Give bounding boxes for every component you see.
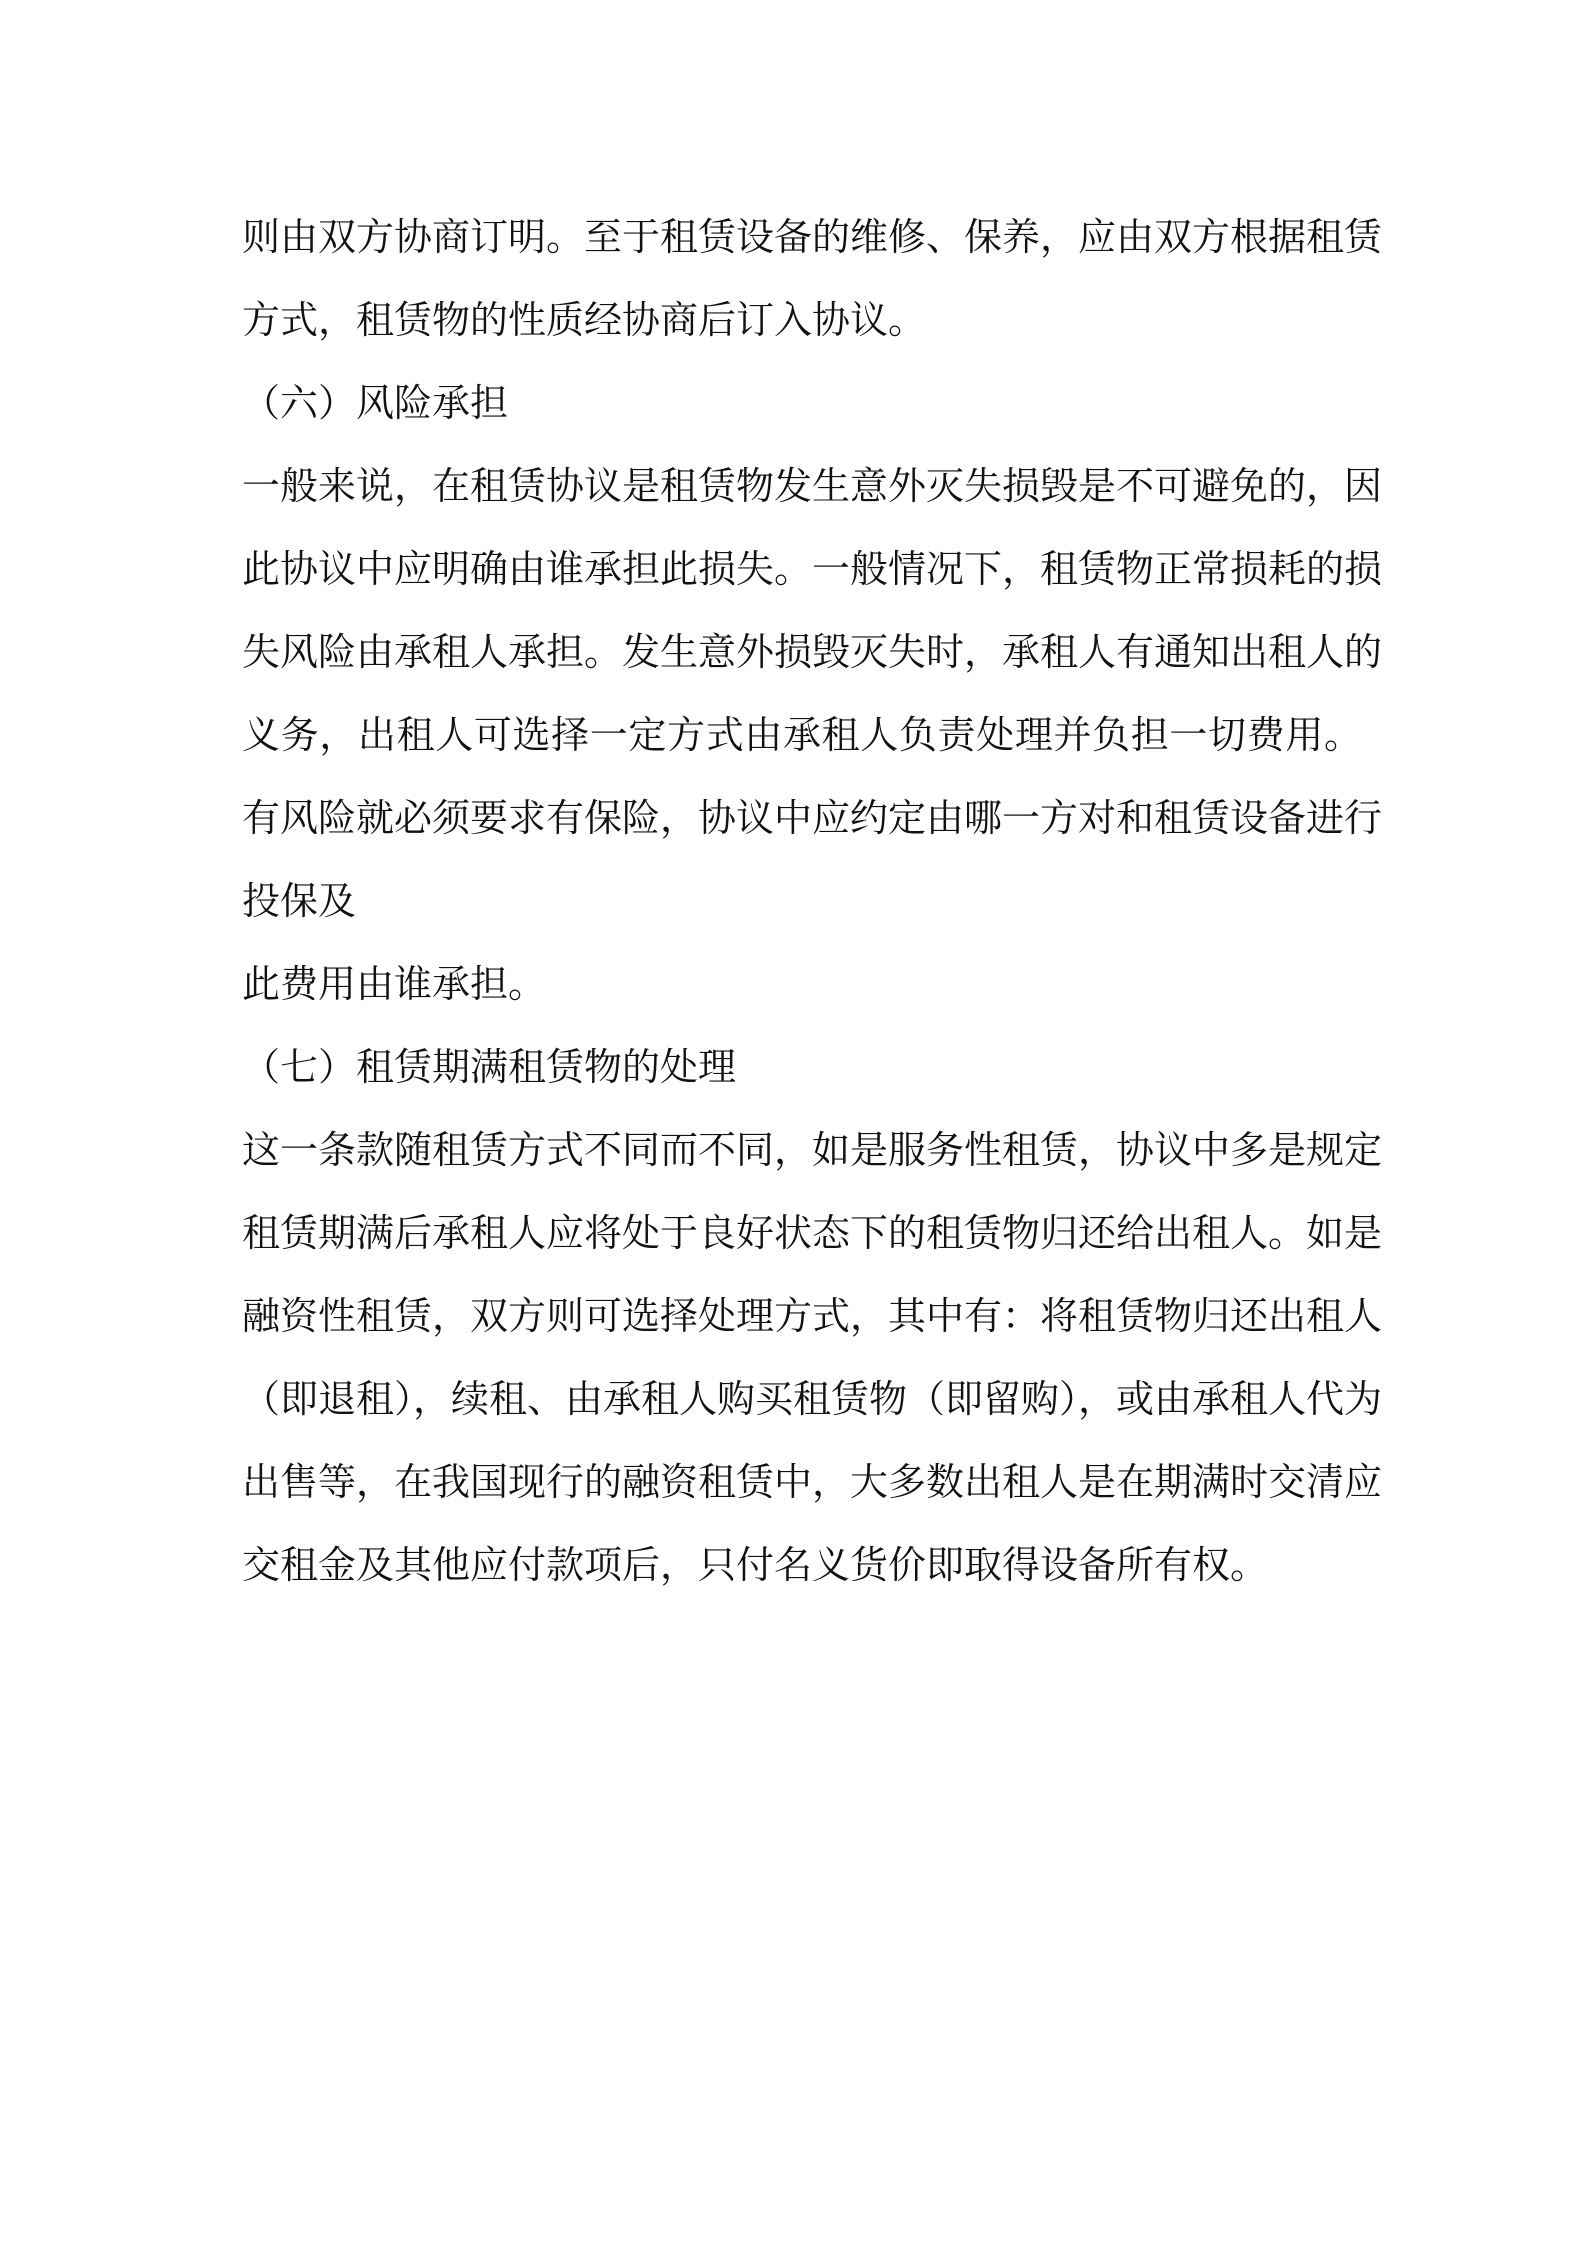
paragraph-line: 则由双方协商订明。至于租赁设备的维修、保养，应由双方根据租赁 <box>242 215 1383 259</box>
paragraph-line: 失风险由承租人承担。发生意外损毁灭失时，承租人有通知出租人的 <box>242 630 1383 674</box>
paragraph-line: 方式，租赁物的性质经协商后订入协议。 <box>242 298 927 342</box>
paragraph-line: 义务，出租人可选择一定方式由承租人负责处理并负担一切费用。 <box>242 713 1362 757</box>
section-heading-expiry: （七）租赁期满租赁物的处理 <box>242 1045 737 1089</box>
paragraph-line: 一般来说，在租赁协议是租赁物发生意外灭失损毁是不可避免的，因 <box>242 464 1383 508</box>
paragraph-line: 此费用由谁承担。 <box>242 962 547 1006</box>
paragraph-line: 融资性租赁，双方则可选择处理方式，其中有：将租赁物归还出租人 <box>242 1294 1383 1338</box>
section-heading-risk: （六）风险承担 <box>242 381 509 425</box>
document-body <box>242 196 1383 1607</box>
paragraph-line: 有风险就必须要求有保险，协议中应约定由哪一方对和租赁设备进行 <box>242 796 1383 840</box>
paragraph-line: （即退租），续租、由承租人购买租赁物（即留购），或由承租人代为 <box>242 1377 1383 1421</box>
paragraph-line: 交租金及其他应付款项后，只付名义货价即取得设备所有权。 <box>242 1543 1269 1587</box>
paragraph-line: 投保及 <box>242 879 357 923</box>
paragraph-line: 租赁期满后承租人应将处于良好状态下的租赁物归还给出租人。如是 <box>242 1211 1383 1255</box>
paragraph-line: 出售等，在我国现行的融资租赁中，大多数出租人是在期满时交清应 <box>242 1460 1383 1504</box>
paragraph-line: 这一条款随租赁方式不同而不同，如是服务性租赁，协议中多是规定 <box>242 1128 1383 1172</box>
paragraph-line: 此协议中应明确由谁承担此损失。一般情况下，租赁物正常损耗的损 <box>242 547 1383 591</box>
